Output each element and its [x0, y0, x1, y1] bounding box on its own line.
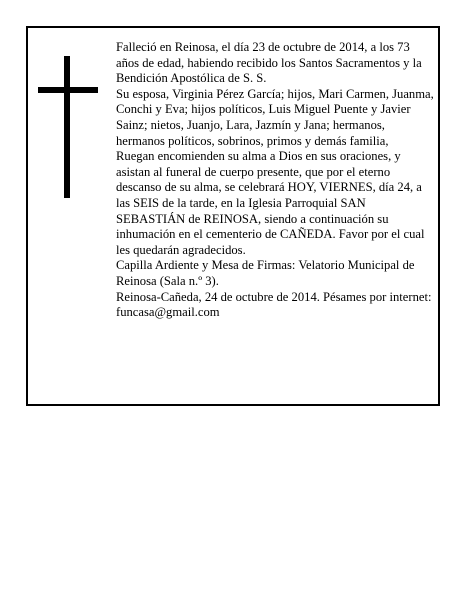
cross-horizontal-bar: [38, 87, 98, 93]
family-paragraph: Su esposa, Virginia Pérez García; hijos, Mari Carmen, Juanma, Conchi y Eva; hijos políticos, Luis Miguel Puente y Javier Sainz; nietos, Juanjo, Lara, Jazmín y Jana; hermanos, hermanos políticos, sobrinos, primos y demás familia,: [116, 86, 434, 148]
obituary-notice: [26, 26, 440, 406]
funeral-details-paragraph: Ruegan encomienden su alma a Dios en sus oraciones, y asistan al funeral de cuerpo presente, que por el eterno descanso de su alma, se celebrará HOY, VIERNES, día 24, a las SEIS de la tarde, en la Iglesia Parroquial SAN SEBASTIÁN de REINOSA, siendo a continuación su inhumación en el cementerio de CAÑEDA. Favor por el cual les quedarán agradecidos.: [116, 149, 425, 257]
notice-text: [116, 40, 434, 321]
place-date-contact-paragraph: Reinosa-Cañeda, 24 de octubre de 2014. Pésames por internet: funcasa@gmail.com: [116, 289, 432, 320]
cross-icon: [38, 56, 100, 198]
cross-vertical-bar: [64, 56, 70, 198]
death-announcement-paragraph: Falleció en Reinosa, el día 23 de octubre de 2014, a los 73 años de edad, habiendo recibido los Santos Sacramentos y la Bendición Apostólica de S. S.: [116, 40, 422, 86]
wake-location-paragraph: Capilla Ardiente y Mesa de Firmas: Velatorio Municipal de Reinosa (Sala n.º 3).: [116, 258, 415, 288]
